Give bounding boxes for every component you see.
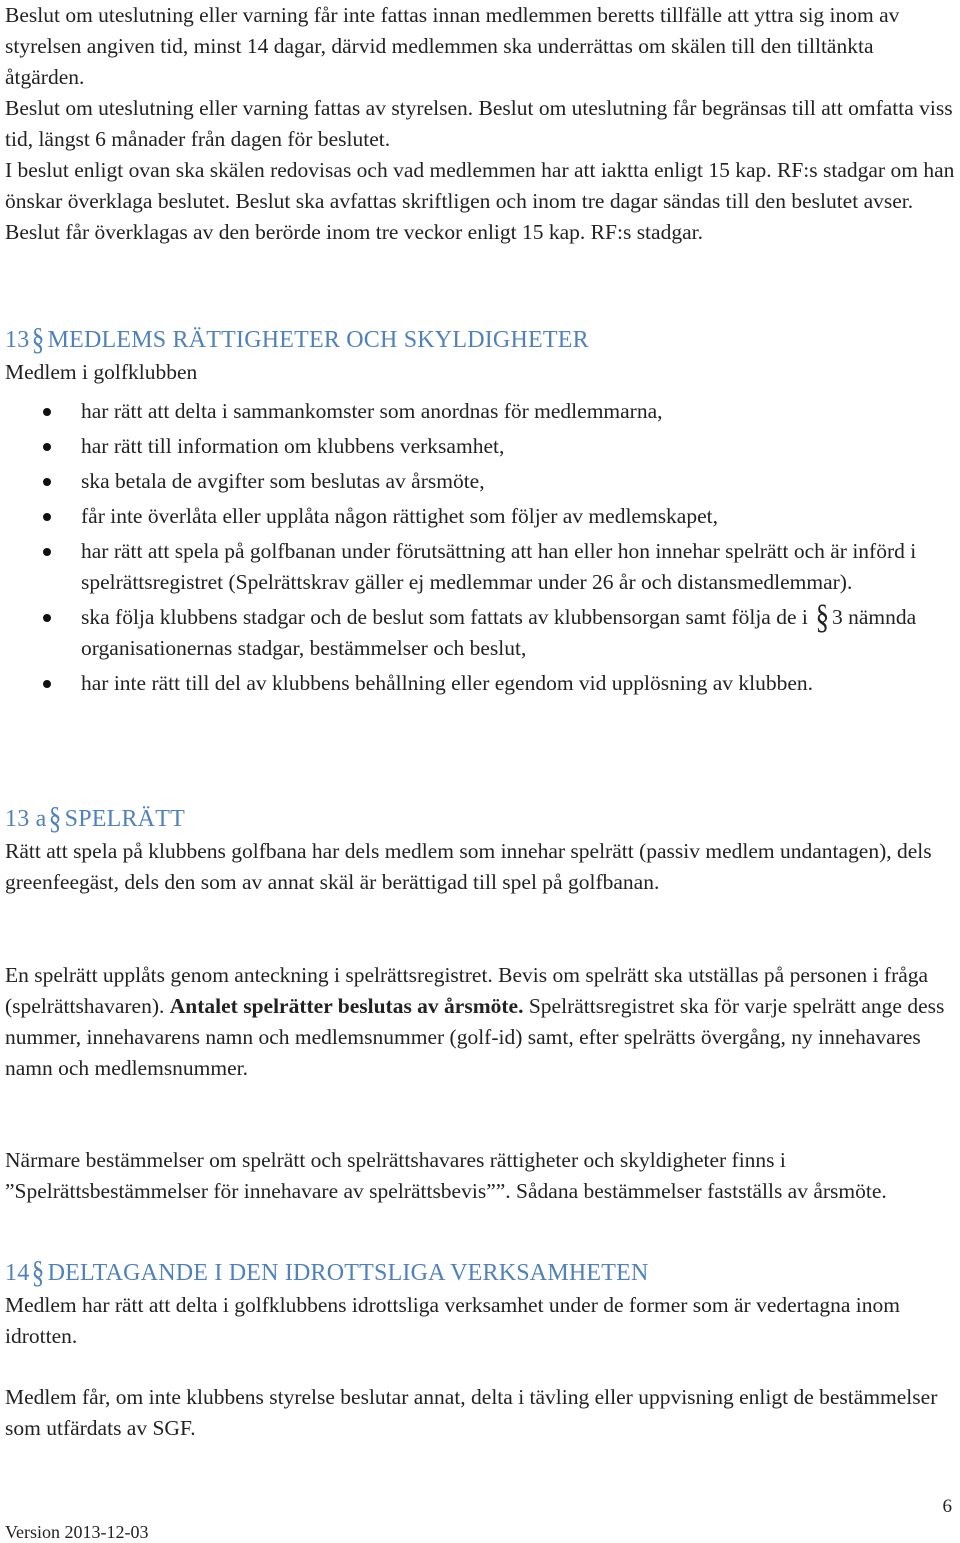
section-symbol: § [32,1255,45,1291]
list-item: har rätt att delta i sammankomster som anordnas för medlemmarna, [5,396,957,427]
bold-statement: Antalet spelrätter beslutas av årsmöte. [169,994,524,1018]
bullet-icon [43,478,51,486]
list-item: har rätt att spela på golfbanan under förutsättning att han eller hon innehar spelrätt och är införd i spelrättsregistret (Spelrättskrav gäller ej medlemmar under 26 år och distansmedlemmar). [5,536,957,598]
section-14-heading [5,1255,957,1291]
rights-list [5,396,957,699]
section-13-heading [5,322,957,358]
bullet-icon [43,408,51,416]
section-14-paragraph-2: Medlem får, om inte klubbens styrelse beslutar annat, delta i tävling eller uppvisning enligt de bestämmelser som utfärdats av SGF. [5,1385,938,1440]
bullet-icon [43,614,51,622]
section-symbol: § [49,801,62,837]
section-symbol-inline: § [815,597,830,636]
section-symbol: § [32,322,45,358]
section-13a-block-2 [5,960,957,1084]
section-13a-number: 13 a [5,806,47,832]
section-13-title: MEDLEMS RÄTTIGHETER OCH SKYLDIGHETER [47,327,589,353]
list-item: ska betala de avgifter som beslutas av årsmöte, [5,466,957,497]
intro-paragraph-3: I beslut enligt ovan ska skälen redovisas och vad medlemmen har att iaktta enligt 15 kap. RF:s stadgar om han önskar överklaga beslutet. Beslut ska avfattas skriftligen och inom tre dagar sändas till den beslutet avser. Beslut får överklagas av den berörde inom tre veckor enligt 15 kap. RF:s stadgar. [5,158,955,244]
section-13a [5,801,957,898]
version-label: Version 2013-12-03 [5,1522,149,1542]
section-13-lead: Medlem i golfklubben [5,360,198,384]
section-13-number: 13 [5,327,30,353]
intro-paragraph-2: Beslut om uteslutning eller varning fattas av styrelsen. Beslut om uteslutning får begränsas till att omfatta viss tid, längst 6 månader från dagen för beslutet. [5,96,953,151]
section-14-block-2 [5,1382,957,1444]
section-14-paragraph-1: Medlem har rätt att delta i golfklubbens idrottsliga verksamhet under de former som är vedertagna inom idrotten. [5,1293,900,1348]
page-number: 6 [942,1496,952,1517]
section-13a-heading [5,801,957,837]
section-13a-paragraph-2: En spelrätt upplåts genom anteckning i spelrättsregistret. Bevis om spelrätt ska utställas på personen i fråga (spelrättshavaren). Antalet spelrätter beslutas av årsmöte. Spelrättsregistret ska för varje spelrätt ange dess nummer, innehavarens namn och medlemsnummer (golf-id) samt, efter spelrätts övergång, ny innehavares namn och medlemsnummer. [5,963,945,1080]
section-13 [5,322,957,703]
section-13a-block-3 [5,1145,957,1207]
section-13a-paragraph-1: Rätt att spela på klubbens golfbana har dels medlem som innehar spelrätt (passiv medlem undantagen), dels greenfeegäst, dels den som av annat skäl är berättigad till spel på golfbanan. [5,839,932,894]
section-14-title: DELTAGANDE I DEN IDROTTSLIGA VERKSAMHETEN [47,1260,649,1286]
section-14 [5,1255,957,1352]
list-item: har rätt till information om klubbens verksamhet, [5,431,957,462]
section-14-number: 14 [5,1260,30,1286]
bullet-icon [43,680,51,688]
intro-paragraph-1: Beslut om uteslutning eller varning får inte fattas innan medlemmen beretts tillfälle att yttra sig inom av styrelsen angiven tid, minst 14 dagar, därvid medlemmen ska underrättas om skälen till den tilltänkta åtgärden. [5,3,900,89]
bullet-icon [43,548,51,556]
list-item: ska följa klubbens stadgar och de beslut som fattats av klubbensorgan samt följa de i § 3 nämnda organisationernas stadgar, bestämmelser och beslut, [5,602,957,664]
section-13a-paragraph-3: Närmare bestämmelser om spelrätt och spelrättshavares rättigheter och skyldigheter finns i ”Spelrättsbestämmelser för innehavare av spelrättsbevis””. Sådana bestämmelser fastställs av årsmöte. [5,1148,887,1203]
bullet-icon [43,443,51,451]
list-item: har inte rätt till del av klubbens behållning eller egendom vid upplösning av klubben. [5,668,957,699]
intro-block [5,0,957,248]
bullet-icon [43,513,51,521]
section-13a-title: SPELRÄTT [64,806,185,832]
list-item: får inte överlåta eller upplåta någon rättighet som följer av medlemskapet, [5,501,957,532]
